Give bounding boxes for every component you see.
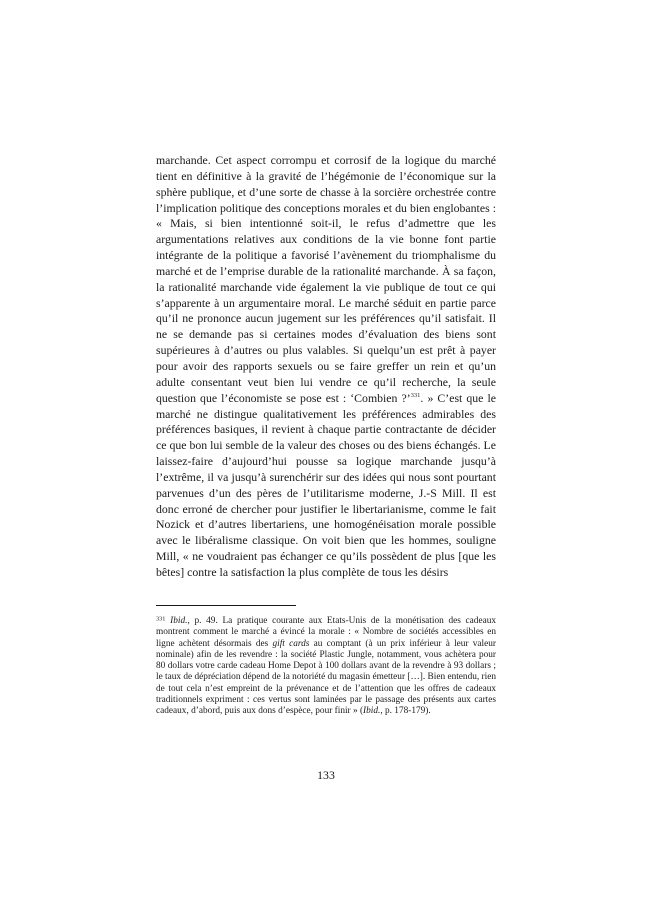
footnote-separator [156, 605, 296, 606]
text-segment: marchande. Cet aspect corrompu et corrosif de la logique du marché tient en définitive à la gravité de l’hégémonie de l’économique sur la sphère publique, et d’une sorte de chasse à la sorcière orchestrée contre l’implication politique des conceptions morales et du bien englobantes : « Mais, si bien intentionné soit-il, le refus d’admettre que les argumentations relatives aux conditions de la vie bonne font partie intégrante de la politique a favorisé l’avènement du triomphalisme du marché et de l’emprise durable de la rationalité marchande. À sa façon, la rationalité marchande vide également la vie publique de tout ce qui s’apparente à un argumentaire moral. Le marché séduit en partie parce qu’il ne prononce aucun jugement sur les préférences qu’il satisfait. Il ne se demande pas si certaines modes d’évaluation des biens sont supérieures à d’autres ou plus valables. Si quelqu’un est prêt à payer pour avoir des rapports sexuels ou se faire greffer un rein et qu’un adulte consentant veut bien lui vendre ce qu’il recherche, la seule question que l’économiste se pose est : ‘Combien ?’ [156, 153, 496, 405]
footnote-number: 331 [156, 615, 166, 623]
gift-cards-term: gift cards [272, 638, 310, 649]
ibid-citation: Ibid. [363, 706, 381, 717]
footnote [156, 616, 496, 718]
page-number: 133 [317, 768, 335, 782]
footnote-segment: , p. 49. La pratique courante aux Etats-Unis de la monétisation des cadeaux montrent comment le marché a évincé la morale : « Nombre de sociétés accessibles en ligne achètent désormais des [156, 616, 497, 649]
ibid-citation: Ibid. [170, 616, 188, 626]
footnote-reference: 331 [410, 391, 421, 399]
footnote-text [156, 616, 496, 718]
text-segment: . » C’est que le marché ne distingue qualitativement les préférences admirables des préférences basiques, il revient à chaque partie contractante de décider ce que bon lui semble de la valeur des choses ou des biens échangés. Le laissez-faire d’aujourd’hui pousse sa logique marchande jusqu’à l’extrême, il va jusqu’à surenchérir sur des idées qui nous sont pourtant parvenues d’un des pères de l’utilitarisme moderne, J.-S Mill. Il est donc erroné de chercher pour justifier le libertarianisme, comme le fait Nozick et d’autres libertariens, une homogénéisation morale possible avec le libéralisme classique. On voit bien que les hommes, souligne Mill, « ne voudraient pas échanger ce qu’ils possèdent de plus [que les bêtes] contre la satisfaction la plus complète de tous les désirs [156, 390, 496, 579]
main-text [156, 153, 496, 581]
paragraph [156, 153, 496, 581]
footnote-segment: au comptant (à un prix inférieur à leur valeur nominale) afin de les revendre : la société Plastic Jungle, notamment, vous achètera pour 80 dollars votre carde cadeau Home Depot à 100 dollars avant de la revendre à 93 dollars ; le taux de dépréciation dépend de la notoriété du magasin émetteur […]. Bien entendu, rien de tout cela n’est empreint de la prévenance et de l’attention que les offres de cadeaux traditionnels expriment : ces vertus sont laminées par le passage des présents aux cartes cadeaux, d’abord, puis aux dons d’espèce, pour finir » ( [156, 638, 496, 717]
footnote-segment: , p. 178-179). [380, 706, 431, 717]
